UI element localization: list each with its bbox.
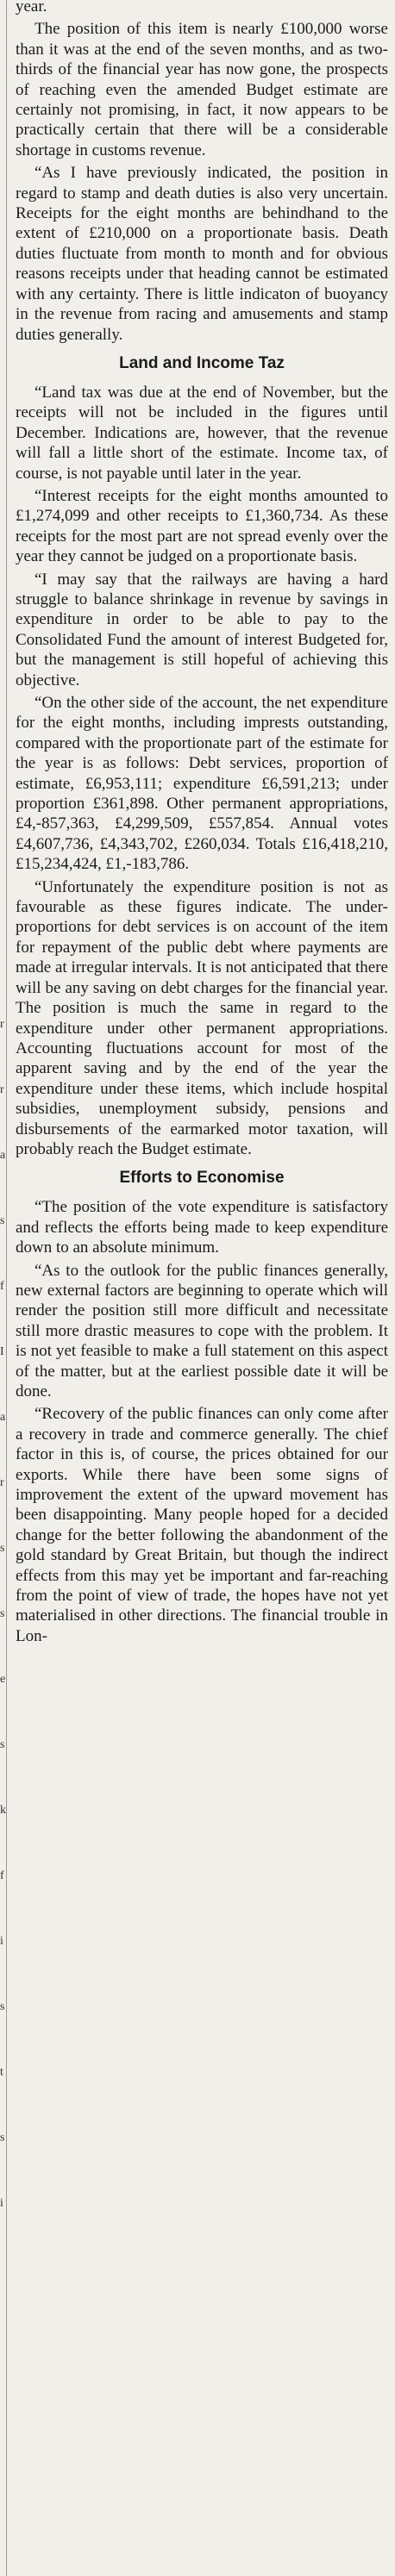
fragment-letter: s [0,1542,5,1555]
fragment-letter: s [0,2131,5,2144]
paragraph-land-tax: “Land tax was due at the end of November, but the receipts will not be included in the figures until December. Indications are, however, that the revenue will fall a little short of the estimate. Income tax, of course, is not payable until later in the year. [16,383,388,483]
fragment-letter: I [0,1345,4,1358]
fragment-letter: k [0,1804,6,1817]
fragment-letter: e [0,1673,6,1686]
fragment-letter: s [0,1607,5,1620]
fragment-letter: s [0,1738,5,1751]
paragraph-expenditure-position: “Unfortunately the expenditure position is not as favourable as these figures indicate. The under-proportions for debt services is on account of the item for repayment of the public debt where payments are made at irregular intervals. It is not anticipated that there will be any saving on debt charges for the financial year. The position is much the same in regard to the expenditure under other permanent appropriations. Accounting fluctuations account for most of the apparent saving and by the end of the year the expenditure under these items, which include hospital subsidies, unemployment subsidy, pensions and disbursements of the earmarked motor taxation, will probably reach the Budget estimate. [16,877,388,1158]
fragment-letter: s [0,1214,5,1227]
fragment-letter: t [0,2066,3,2079]
fragment-letter: a [0,1149,6,1162]
paragraph-continuation: year. [16,0,47,16]
fragment-letter: f [0,1280,4,1293]
section-heading-land-income: Land and Income Taz [119,353,285,372]
fragment-letter: s [0,2000,5,2013]
paragraph-vote-expenditure: “The position of the vote expenditure is satisfactory and reflects the efforts being made to keep expenditure down to an absolute minimum. [16,1198,388,1257]
fragment-letter: i [0,1935,3,1948]
paragraph-interest-receipts: “Interest receipts for the eight months amounted to £1,274,099 and other receipts to £1,360,734. As these receipts for the most part are not spread evenly over the year they cannot be judged on a proportionate basis. [16,486,388,566]
column-rule [6,0,7,2576]
article-column [16,0,388,2576]
paragraph-railways: “I may say that the railways are having a hard struggle to balance shrinkage in revenue by savings in expenditure in order to be able to pay to the Consolidated Fund the amount of interest Budgeted for, but the management is still hopeful of achieving this objective. [16,570,388,689]
fragment-letter: a [0,1411,6,1424]
fragment-letter: i [0,2197,3,2210]
fragment-letter: f [0,1869,4,1882]
paragraph-stamp-death-duties: “As I have previously indicated, the position in regard to stamp and death duties is also very uncertain. Receipts for the eight months are behindhand to the extent of £210,000 on a proportionate basis. Death duties fluctuate from month to month and for obvious reasons receipts under that heading cannot be estimated with any certainty. There is little indicaton of buoyancy in the revenue from racing and amusements and stamp duties generally. [16,164,388,344]
section-heading-economise: Efforts to Economise [119,1169,285,1188]
paragraph-outlook: “As to the outlook for the public finances generally, new external factors are beginning to operate which will render the position still more difficult and necessitate still more drastic measures to cope with the problem. It is not yet feasible to make a full statement on this aspect of the matter, but at the earliest possible date it will be done. [16,1261,388,1400]
fragment-letter: r [0,1476,4,1489]
paragraph-customs: The position of this item is nearly £100,000 worse than it was at the end of the seven months, and as two-thirds of the financial year has now gone, the prospects of reaching even the amended Budget estimate are certainly not promising, in fact, it now appears to be practically certain that there will be a considerable shortage in customs revenue. [16,20,388,159]
adjacent-column-fragment [0,0,4,2576]
paragraph-net-expenditure: “On the other side of the account, the net expenditure for the eight months, including imprests outstanding, compared with the proportionate part of the estimate for the year is as follows: Debt services, proportion of estimate, £6,953,111; expenditure £6,591,213; under proportion £361,898. Other permanent appropriations, £4,-857,363, £4,299,509, £557,854. Annual votes £4,607,736, £4,343,702, £260,034. Totals £16,418,210, £15,234,424, £1,-183,786. [16,694,388,874]
fragment-letter: r [0,1018,4,1031]
paragraph-recovery: “Recovery of the public finances can only come after a recovery in trade and commerce generally. The chief factor in this is, of course, the prices obtained for our exports. While there have been some signs of improvement the extent of the upward movement has been disappointing. Many people hoped for a decided change for the better following the abandonment of the gold standard by Great Britain, but though the indirect effects from this may yet be important and far-reaching from the point of view of trade, the hopes have not yet materialised in other directions. The financial trouble in Lon- [16,1405,388,1645]
fragment-letter: r [0,1083,4,1096]
